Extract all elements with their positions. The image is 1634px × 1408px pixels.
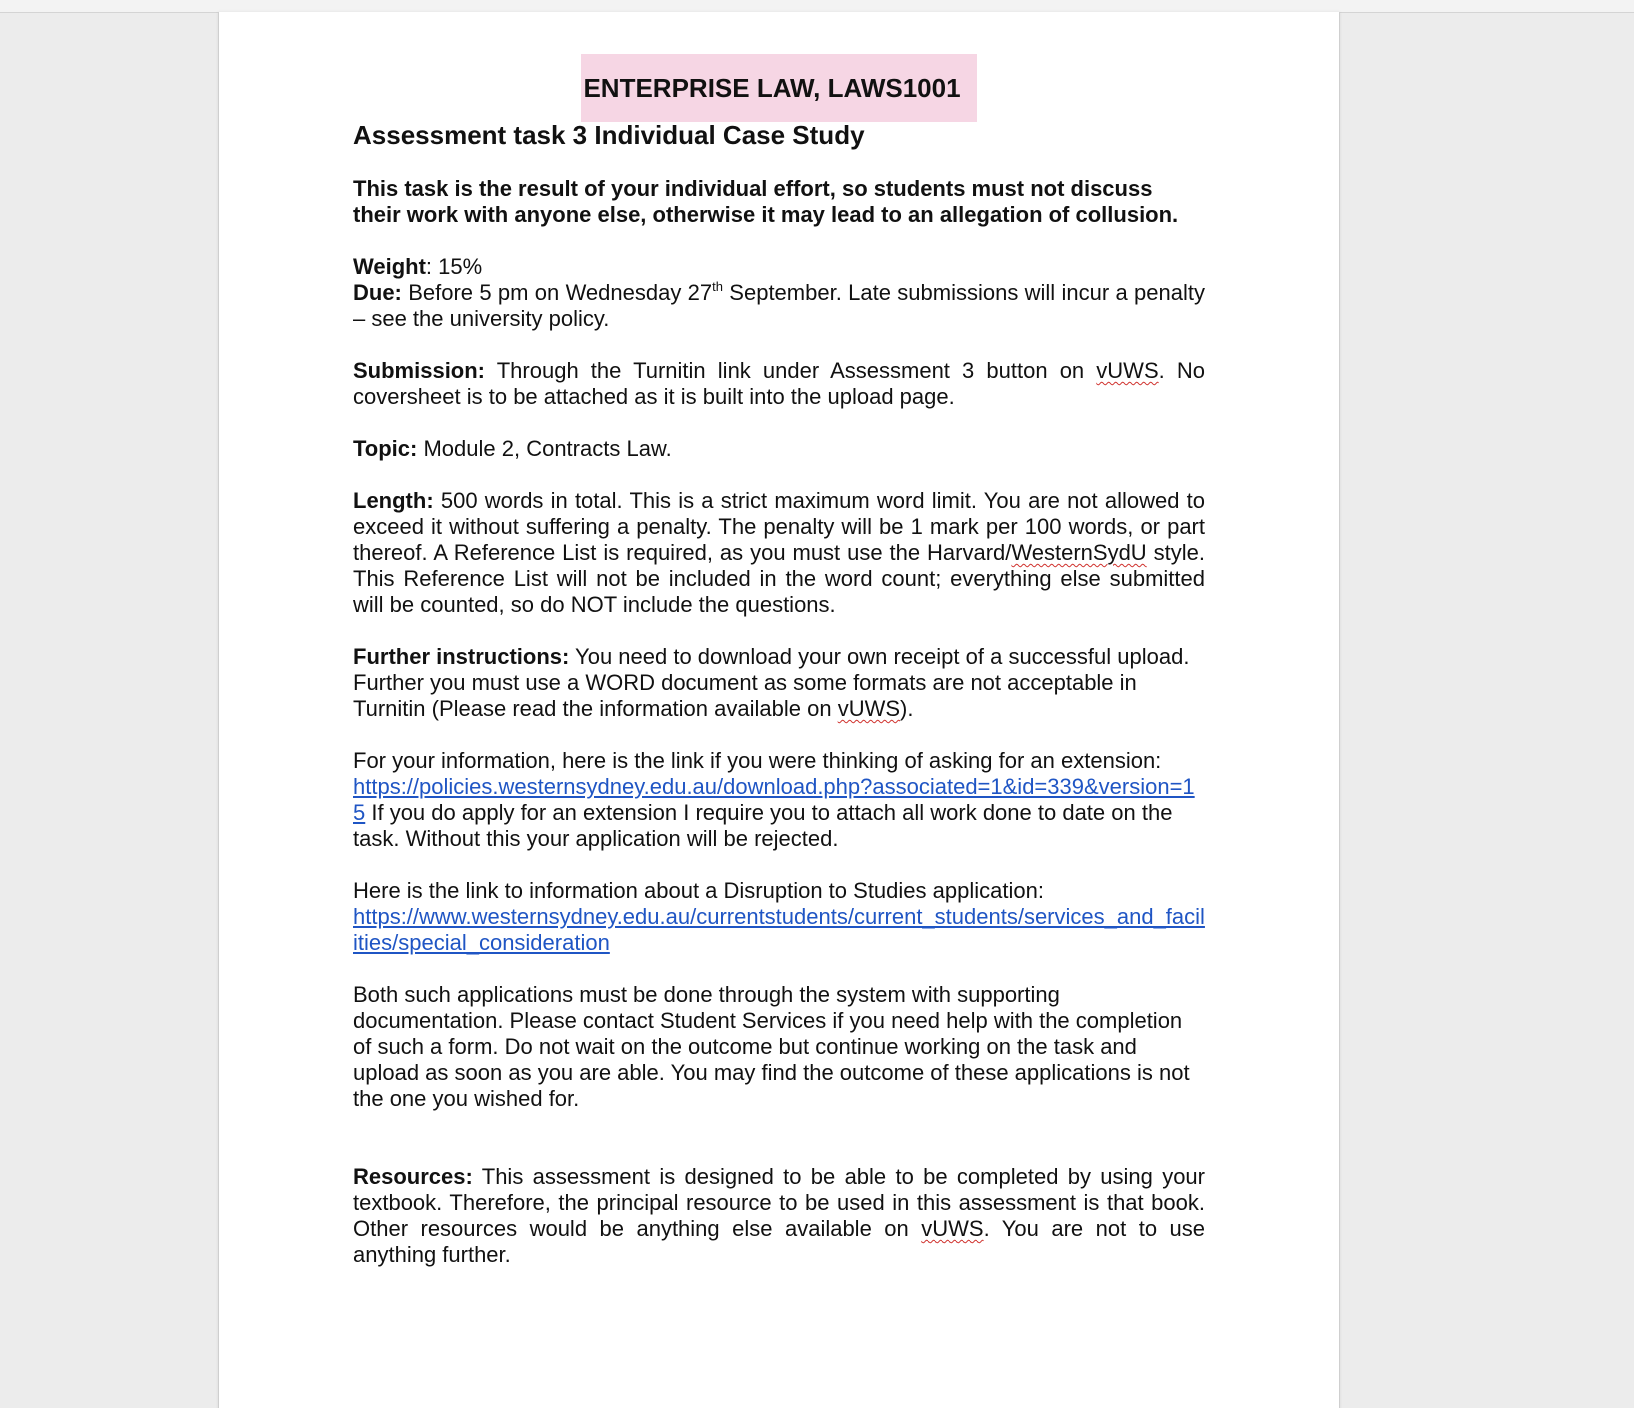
further-label: Further instructions:	[353, 644, 570, 669]
document-page[interactable]	[218, 12, 1340, 1408]
due-label: Due:	[353, 280, 402, 305]
vuws-misspelled-word[interactable]: vUWS	[837, 696, 901, 721]
disruption-intro: Here is the link to information about a Disruption to Studies application:	[353, 878, 1044, 903]
extension-text-after: If you do apply for an extension I require you to attach all work done to date on the task. Without this your application will be rejected.	[353, 800, 1173, 851]
length-label: Length:	[353, 488, 434, 513]
length-text-after: style. This Reference List will not be included in the word count; everything else submitted will be counted, so do NOT include the questions.	[353, 540, 1205, 617]
further-text-before: You need to download your own receipt of a successful upload. Further you must use a WORD document as some formats are not acceptable in Turnitin (Please read the information available on	[353, 644, 1190, 721]
resources-text-before: This assessment is designed to be able to be completed by using your textbook. Therefore, the principal resource to be used in this assessment is that book. Other resources would be anything else available on	[353, 1164, 1205, 1241]
disruption-paragraph	[353, 878, 1205, 956]
submission-label: Submission:	[353, 358, 486, 383]
extension-paragraph	[353, 748, 1205, 852]
topic-paragraph	[353, 436, 1205, 462]
due-paragraph	[353, 280, 1205, 332]
collusion-warning: This task is the result of your individual effort, so students must not discuss their work with anyone else, otherwise it may lead to an allegation of collusion.	[353, 176, 1179, 227]
resources-text-after: . You are not to use anything further.	[353, 1216, 1206, 1267]
length-paragraph	[353, 488, 1205, 618]
extension-intro: For your information, here is the link if you were thinking of asking for an extension:	[353, 748, 1162, 773]
topic-text: Module 2, Contracts Law.	[417, 436, 672, 461]
submission-paragraph	[353, 358, 1205, 410]
submission-text-after: . No coversheet is to be attached as it is built into the upload page.	[353, 358, 1205, 409]
extension-policy-link[interactable]: https://policies.westernsydney.edu.au/download.php?associated=1&id=339&version=15	[353, 774, 1195, 825]
further-instructions-paragraph	[353, 644, 1205, 722]
title-block	[353, 54, 1205, 122]
length-text-before: 500 words in total. This is a strict maximum word limit. You are not allowed to exceed it without suffering a penalty. The penalty will be 1 mark per 100 words, or part thereof. A Reference List is required, as you must use the Harvard/	[353, 488, 1205, 565]
styleword-misspelled-word[interactable]: WesternSydU	[1011, 540, 1147, 565]
vuws-misspelled-word[interactable]: vUWS	[921, 1216, 984, 1241]
further-text-after: ).	[900, 696, 914, 721]
special-consideration-link[interactable]: https://www.westernsydney.edu.au/currentstudents/current_students/services_and_facilities/special_consideration	[353, 904, 1205, 955]
due-superscript: th	[712, 279, 723, 294]
vuws-misspelled-word[interactable]: vUWS	[1096, 358, 1159, 383]
document-title: ENTERPRISE LAW, LAWS1001	[581, 54, 976, 122]
applications-paragraph: Both such applications must be done through the system with supporting documentation. Please contact Student Services if you need help with the completion of such a form. Do not wait on the outcome but continue working on the task and upload as soon as you are able. You may find the outcome of these applications is not the one you wished for.	[353, 982, 1190, 1111]
document-body	[353, 54, 1205, 1294]
document-subtitle: Assessment task 3 Individual Case Study	[353, 120, 865, 150]
weight-label: Weight	[353, 254, 426, 279]
resources-paragraph	[353, 1164, 1205, 1268]
weight-line	[353, 254, 1205, 280]
topic-label: Topic:	[353, 436, 418, 461]
submission-text-before: Through the Turnitin link under Assessment 3 button on	[485, 358, 1097, 383]
due-text-after: September. Late submissions will incur a penalty – see the university policy.	[353, 280, 1205, 331]
resources-label: Resources:	[353, 1164, 473, 1189]
due-text-before: Before 5 pm on Wednesday 27	[401, 280, 713, 305]
weight-value: : 15%	[425, 254, 483, 279]
